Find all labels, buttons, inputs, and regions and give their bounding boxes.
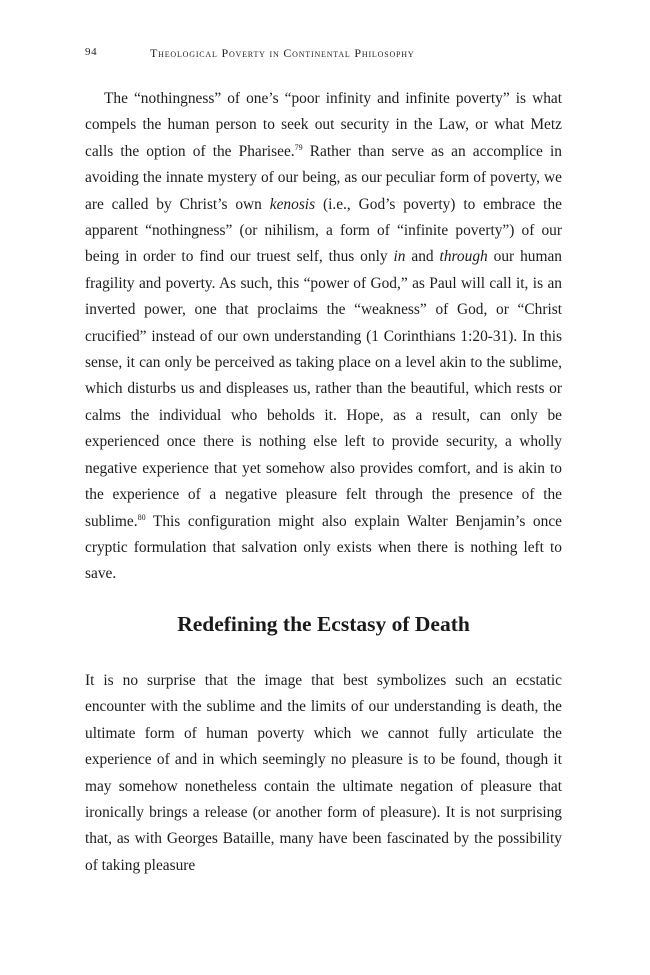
paragraph-text: This configuration might also explain Walter Benjamin’s once cryptic formulation that salvation only exists when there is nothing left to save. bbox=[85, 512, 562, 583]
italic-term-kenosis: kenosis bbox=[269, 195, 316, 213]
footnote-marker-80[interactable]: 80 bbox=[137, 512, 146, 522]
body-paragraph bbox=[85, 668, 562, 879]
paragraph-text: Rather than serve as an accomplice in avoiding the innate mystery of our being, as our peculiar form of poverty, we are called by Christ’s own bbox=[85, 142, 562, 213]
paragraph-text: our human fragility and poverty. As such, this “power of God,” as Paul will call it, is an inverted power, one that proclaims the “weakness” of God, or “Christ crucified” instead of our own understanding (1 Corinthians 1:20-31). In this sense, it can only be perceived as taking place on a level akin to the sublime, which disturbs us and displeases us, rather than the beautiful, which rests or calms the individual who beholds it. Hope, as a result, can only be experienced once there is nothing else left to provide security, a wholly negative experience that yet somehow also provides comfort, and is akin to the experience of a negative pleasure felt through the presence of the sublime. bbox=[85, 248, 562, 530]
paragraph-text: (i.e., God’s poverty) to embrace the apparent “nothingness” (or nihilism, a form of “infinite poverty”) of our being in order to find our truest self, thus only bbox=[85, 195, 562, 266]
running-title: Theological Poverty in Continental Philosophy bbox=[150, 46, 415, 60]
paragraph-text: The “nothingness” of one’s “poor infinity and infinite poverty” is what compels the human person to seek out security in the Law, or what Metz calls the option of the Pharisee. bbox=[85, 90, 562, 160]
italic-word-in: in bbox=[393, 248, 406, 266]
italic-word-through: through bbox=[439, 248, 488, 266]
footnote-marker-79[interactable]: 79 bbox=[294, 142, 303, 152]
paragraph-text: It is no surprise that the image that best symbolizes such an ecstatic encounter with the sublime and the limits of our understanding is death, the ultimate form of human poverty which we cannot fully articulate the experience of and in which seemingly no pleasure is to be found, though it may somehow nonetheless contain the ultimate negation of pleasure that ironically brings a release (or another form of pleasure). It is not surprising that, as with Georges Bataille, many have been fascinated by the possibility of taking pleasure bbox=[85, 672, 562, 874]
section-heading: Redefining the Ecstasy of Death bbox=[177, 612, 470, 636]
page-number: 94 bbox=[85, 46, 98, 58]
running-head bbox=[85, 46, 565, 62]
paragraph-text: and bbox=[405, 248, 440, 266]
body-paragraph bbox=[85, 86, 562, 588]
